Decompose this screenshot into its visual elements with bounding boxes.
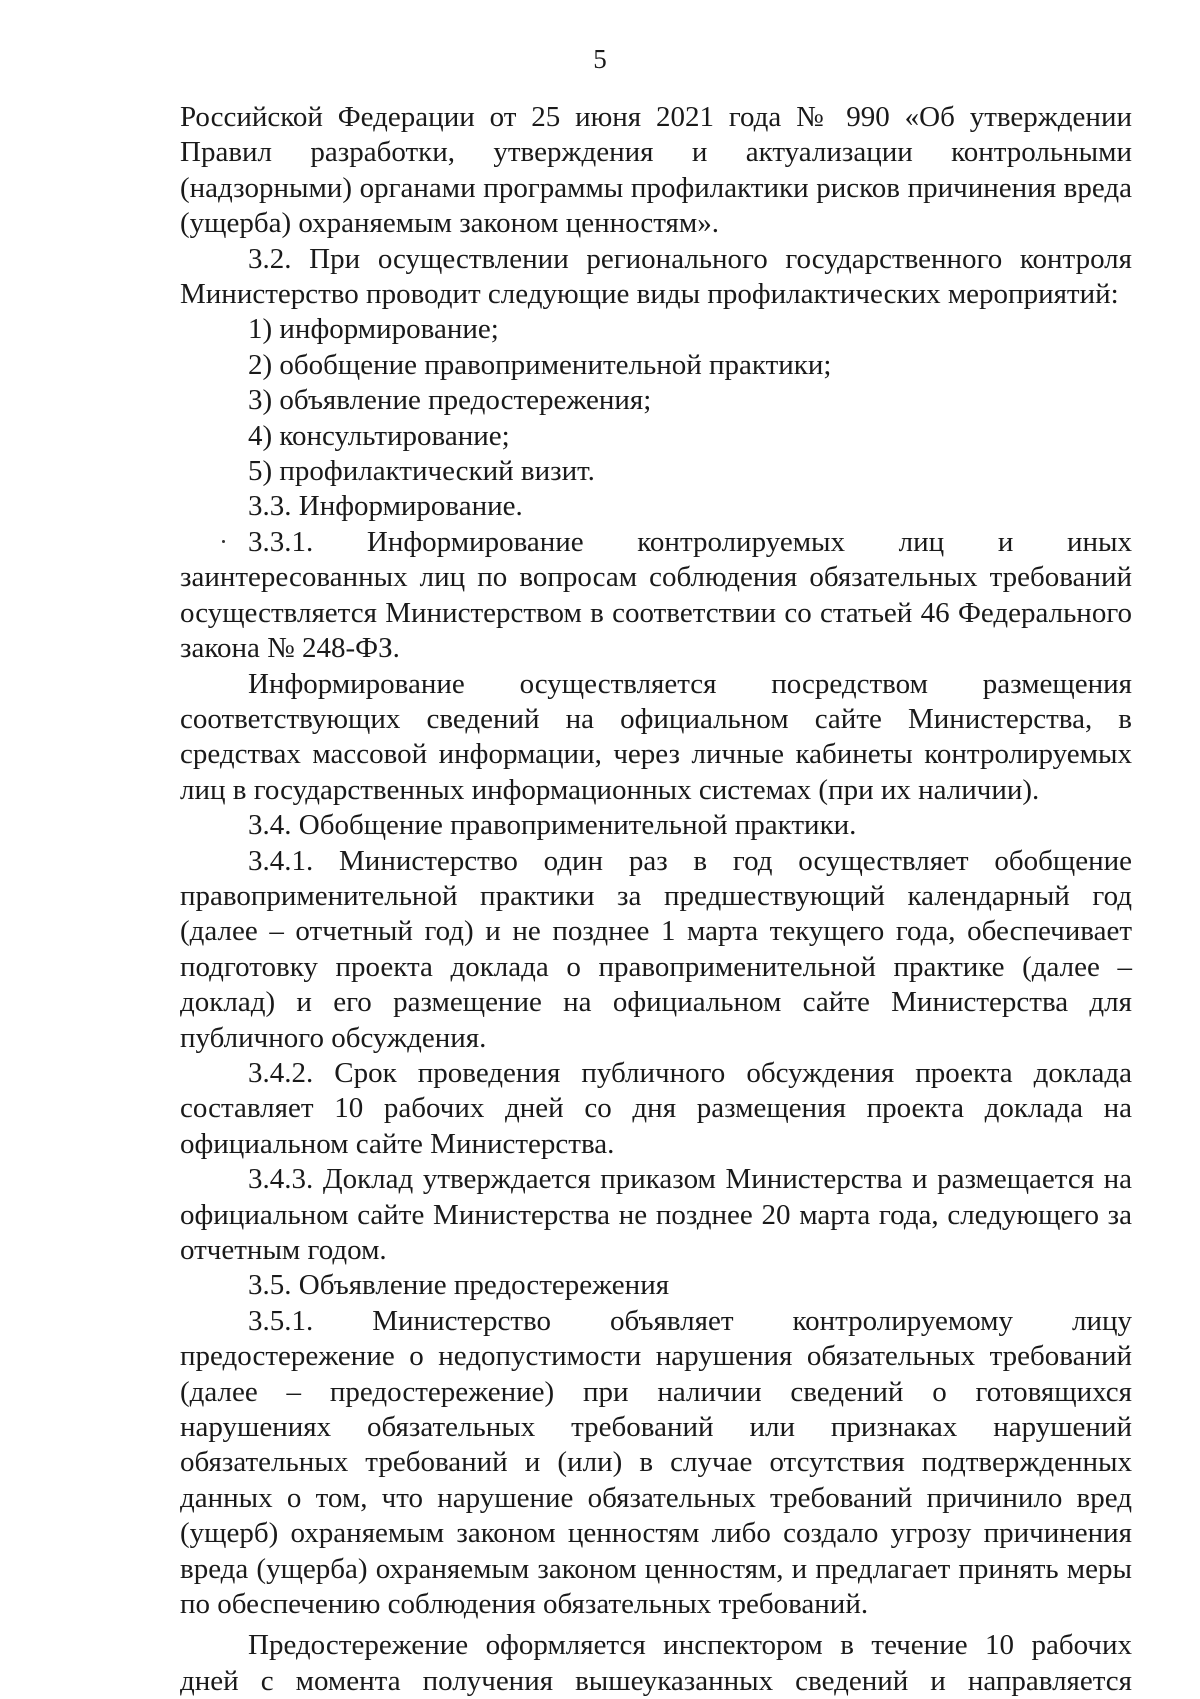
list-item: 4) консультирование; [248,419,510,452]
heading-3-5: 3.5. Объявление предостережения [248,1269,670,1302]
paragraph-3-4-1: 3.4.1. Министерство один раз в год осуществляет обобщение правоприменительной практики за предшествующий календарный год (далее – отчетный год) и не позднее 1 марта текущего года, обеспечивает подготовку проекта доклада о правоприменительной практике (далее – доклад) и его размещение на официальном сайте Министерства для публичного обсуждения. [180,844,1132,1054]
paragraph-3-2: 3.2. При осуществлении регионального государственного контроля Министерство проводит следующие виды профилактических мероприятий: [180,242,1132,311]
paragraph-3-5-1: 3.5.1. Министерство объявляет контролируемому лицу предостережение о недопустимости нарушения обязательных требований (далее – предостережение) при наличии сведений о готовящихся нарушениях обязательных требований или признаках нарушений обязательных требований и (или) в случае отсутствия подтвержденных данных о том, что нарушение обязательных требований причинило вред (ущерб) охраняемым законом ценностям либо создало угрозу причинения вреда (ущерба) охраняемым законом ценностям, и предлагает принять меры по обеспечению соблюдения обязательных требований. [180,1304,1132,1621]
document-body [180,100,1132,1699]
paragraph-3-4-2: 3.4.2. Срок проведения публичного обсуждения проекта доклада составляет 10 рабочих дней со дня размещения проекта доклада на официальном сайте Министерства. [180,1056,1132,1160]
paragraph-continuation: Российской Федерации от 25 июня 2021 года № 990 «Об утверждении Правил разработки, утверждения и актуализации контрольными (надзорными) органами программы профилактики рисков причинения вреда (ущерба) охраняемым законом ценностям». [180,101,1132,240]
heading-3-3: 3.3. Информирование. [248,490,523,523]
list-item: 5) профилактический визит. [248,455,595,488]
paragraph-3-3-1: 3.3.1. Информирование контролируемых лиц и иных заинтересованных лиц по вопросам соблюдения обязательных требований осуществляется Министерством в соответствии со статьей 46 Федерального закона № 248-ФЗ. [180,525,1132,665]
list-item: 3) объявление предостережения; [248,384,652,417]
paragraph-3-3-1-informing: Информирование осуществляется посредством размещения соответствующих сведений на официальном сайте Министерства, в средствах массовой информации, через личные кабинеты контролируемых лиц в государственных информационных системах (при их наличии). [180,667,1132,806]
paragraph-3-5-1-warning: Предостережение оформляется инспектором в течение 10 рабочих дней с момента получения вышеуказанных сведений и направляется [180,1629,1132,1697]
paragraph-3-4-3: 3.4.3. Доклад утверждается приказом Министерства и размещается на официальном сайте Министерства не позднее 20 марта года, следующего за отчетным годом. [180,1163,1132,1266]
list-item: 2) обобщение правоприменительной практики; [248,348,832,381]
list-item: 1) информирование; [248,313,499,346]
page-number: 5 [593,44,607,74]
heading-3-4: 3.4. Обобщение правоприменительной практики. [248,809,857,842]
